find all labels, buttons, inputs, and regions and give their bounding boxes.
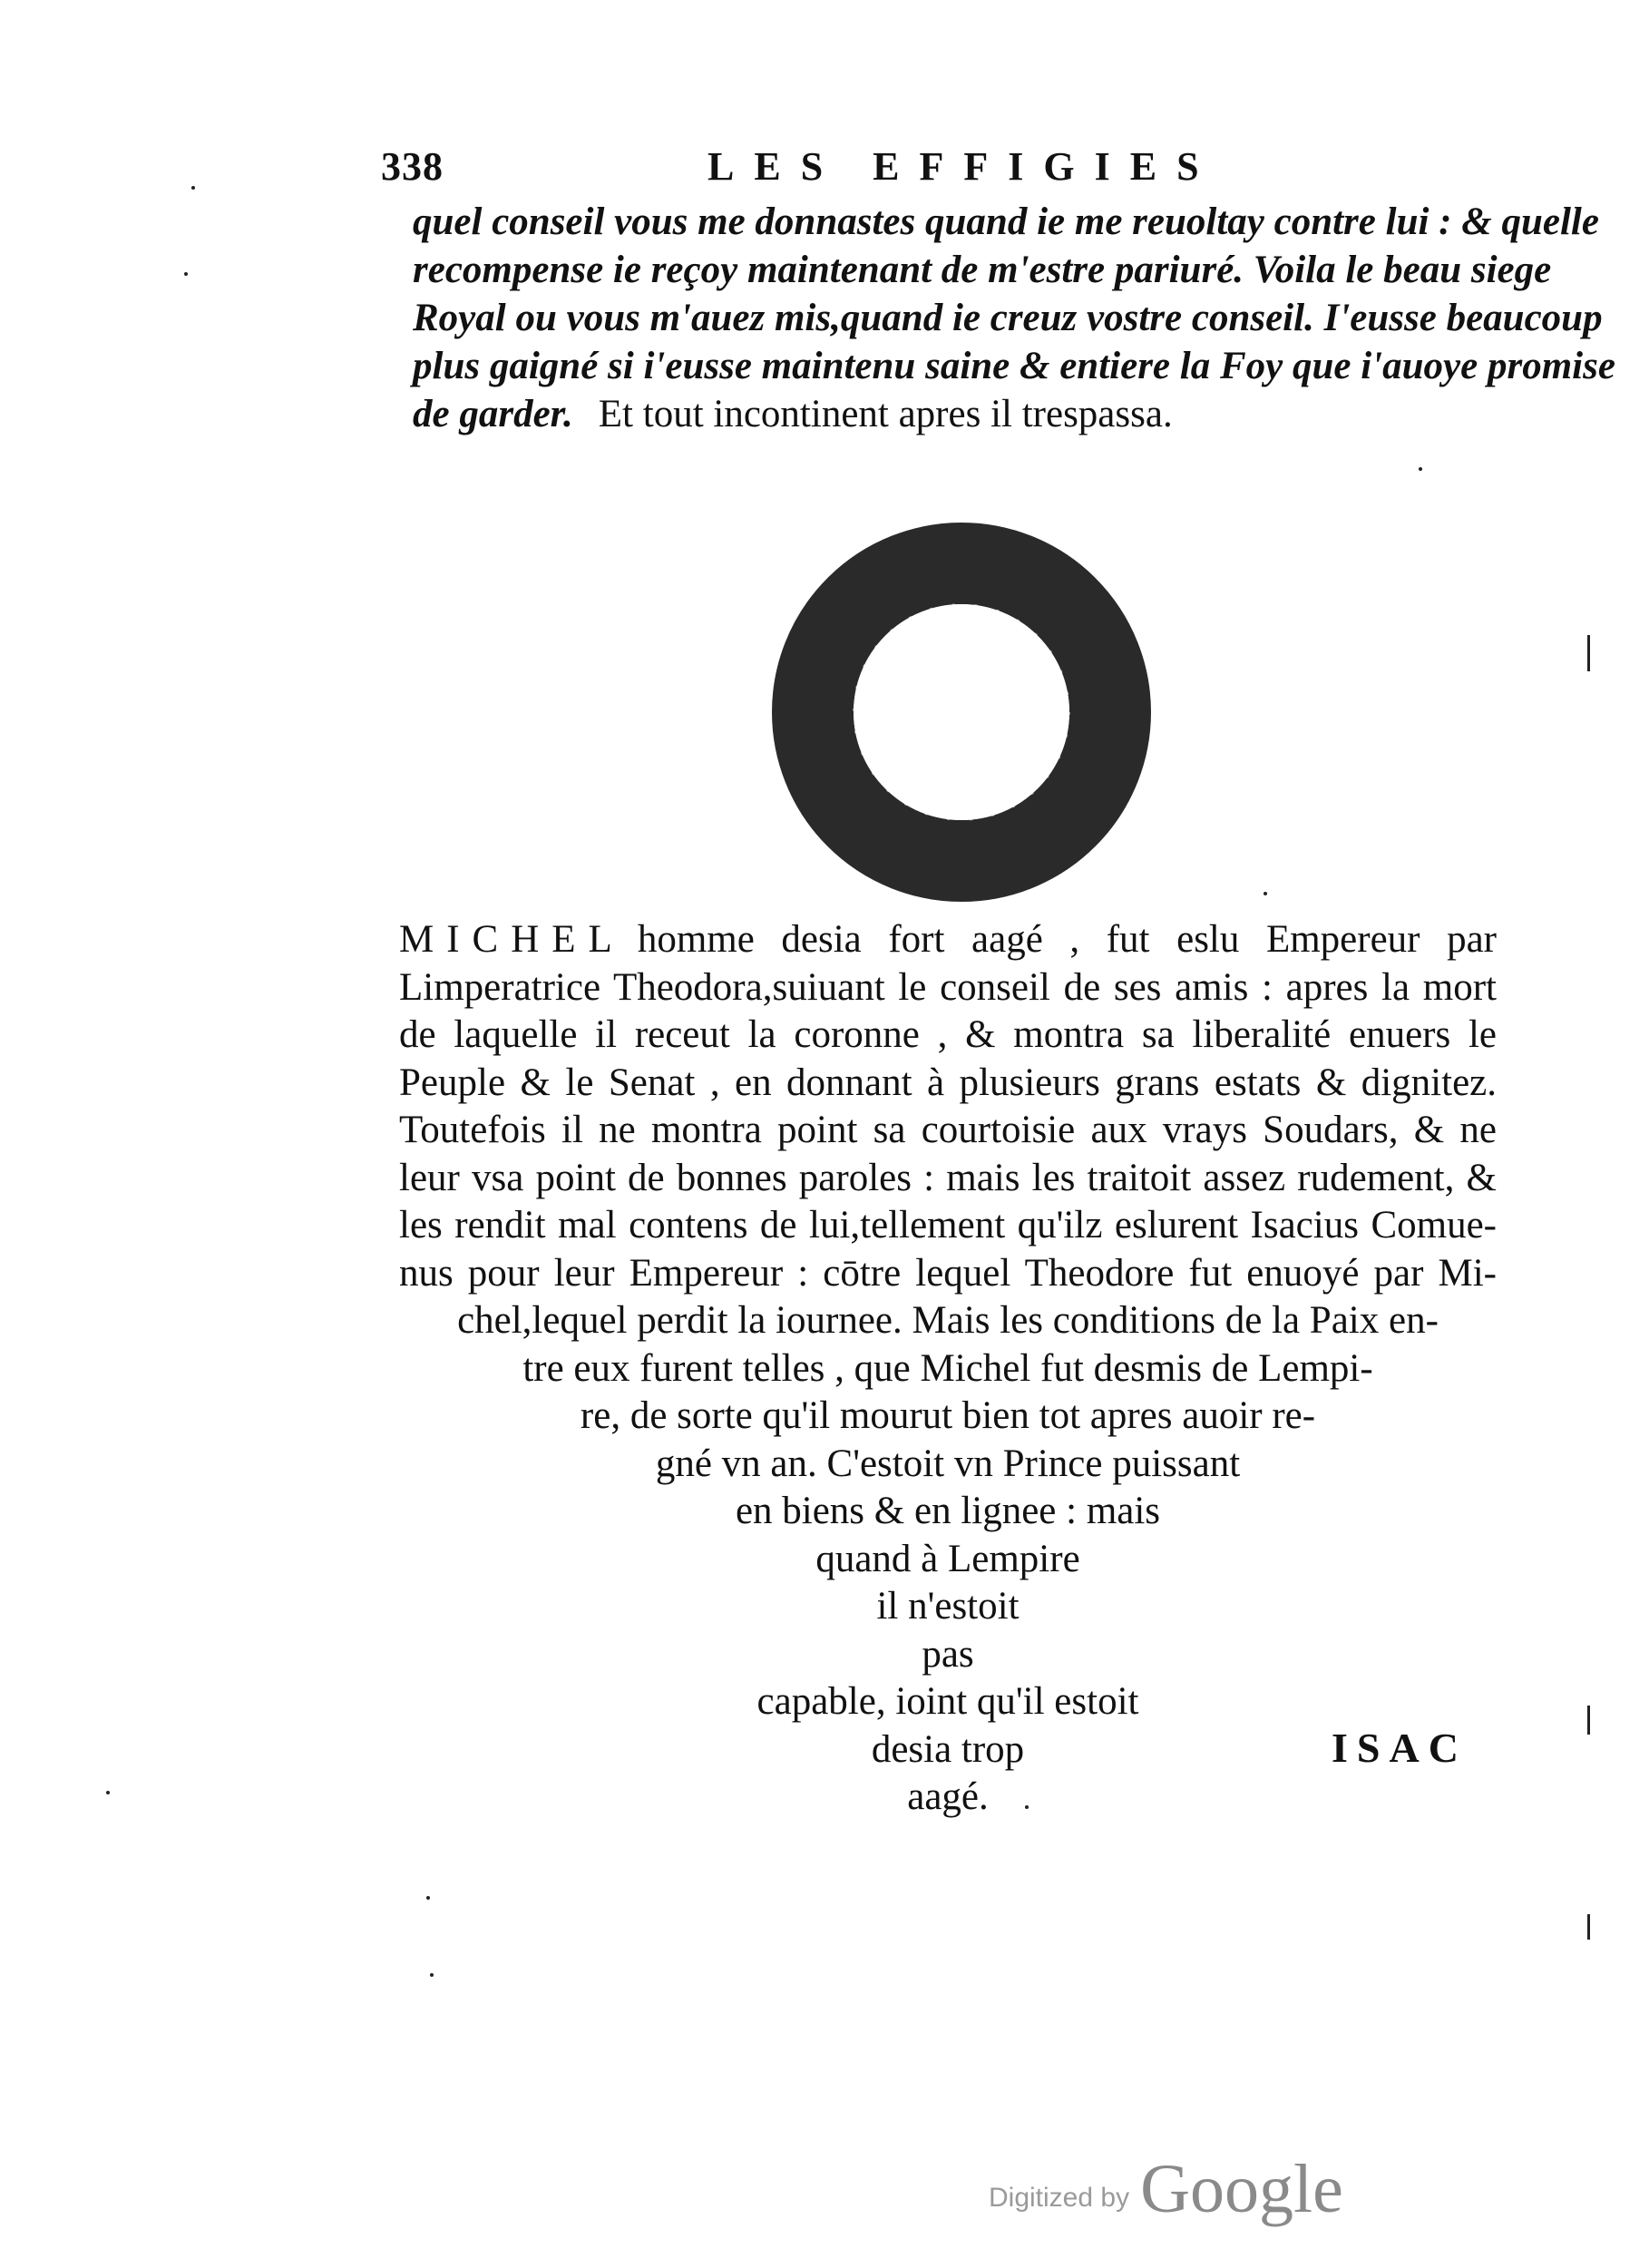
body-line: gné vn an. C'estoit vn Prince puissant: [655, 1442, 1241, 1485]
body-line: aagé.: [907, 1775, 989, 1818]
body-line: leur vsa point de bonnes paroles : mais les traitoit assez rudement, &: [399, 1156, 1497, 1199]
catchword: ISAC: [1332, 1725, 1468, 1771]
biography-text: [399, 916, 1497, 1822]
lead-name: MICHEL: [399, 918, 625, 961]
body-line: Peuple & le Senat , en donnant à plusieurs grans estats & dignitez.: [399, 1061, 1497, 1104]
italic-line: Royal ou vous m'auez mis,quand ie creuz vostre conseil. I'eusse beaucoup: [413, 297, 1603, 339]
medallion-center: [854, 604, 1069, 820]
italic-line: quel conseil vous me donnastes quand ie me reuoltay contre lui : & quelle: [413, 200, 1599, 243]
watermark-brand: Google: [1140, 2151, 1343, 2227]
body-line: pas: [922, 1632, 974, 1676]
body-line: en biens & en lignee : mais: [735, 1490, 1161, 1532]
body-line: de laquelle il receut la coronne , & montra sa liberalité enuers le: [399, 1013, 1497, 1056]
body-line: Limperatrice Theodora,suiuant le conseil de ses amis : apres la mort: [399, 965, 1497, 1009]
digitized-by-google-watermark: [989, 2150, 1343, 2229]
roman-tail: Et tout incontinent apres il trespassa.: [598, 393, 1173, 435]
page-number: 338: [381, 144, 444, 189]
body-line: chel,lequel perdit la iournee. Mais les conditions de la Paix en-: [457, 1299, 1439, 1342]
body-line: tre eux furent telles , que Michel fut desmis de Lempi-: [522, 1346, 1373, 1390]
margin-bleed-through: [1571, 635, 1607, 1996]
body-line: capable, ioint qu'il estoit: [756, 1680, 1139, 1723]
body-line: nus pour leur Empereur : cōtre lequel Theodore fut enuoyé par Mi-: [399, 1251, 1497, 1295]
body-line: il n'estoit: [876, 1585, 1020, 1628]
body-line-first: [399, 916, 1497, 964]
italic-line-end: de garder.: [413, 393, 573, 435]
body-line: Toutefois il ne montra point sa courtoisie aux vrays Soudars, & ne: [399, 1109, 1497, 1151]
body-line: quand à Lempire: [815, 1537, 1080, 1580]
running-head: [381, 143, 1497, 198]
italic-line-final: [413, 390, 1501, 438]
running-title: LES EFFIGIES: [707, 144, 1219, 189]
body-line: desia trop: [871, 1727, 1025, 1771]
portrait-medallion: [772, 523, 1151, 902]
body-line: les rendit mal contens de lui,tellement qu'ilz eslurent Isacius Comue-: [399, 1204, 1497, 1246]
italic-passage: [413, 198, 1615, 438]
watermark-prefix: Digitized by: [989, 2183, 1130, 2213]
italic-line: recompense ie reçoy maintenant de m'estre pariuré. Voila le beau siege: [413, 249, 1552, 291]
italic-line: plus gaigné si i'eusse maintenu saine & entiere la Foy que i'auoye promise: [413, 345, 1615, 387]
first-line-rest: homme desia fort aagé , fut eslu Empereur par: [637, 918, 1497, 961]
body-line: re, de sorte qu'il mourut bien tot apres auoir re-: [580, 1394, 1316, 1437]
